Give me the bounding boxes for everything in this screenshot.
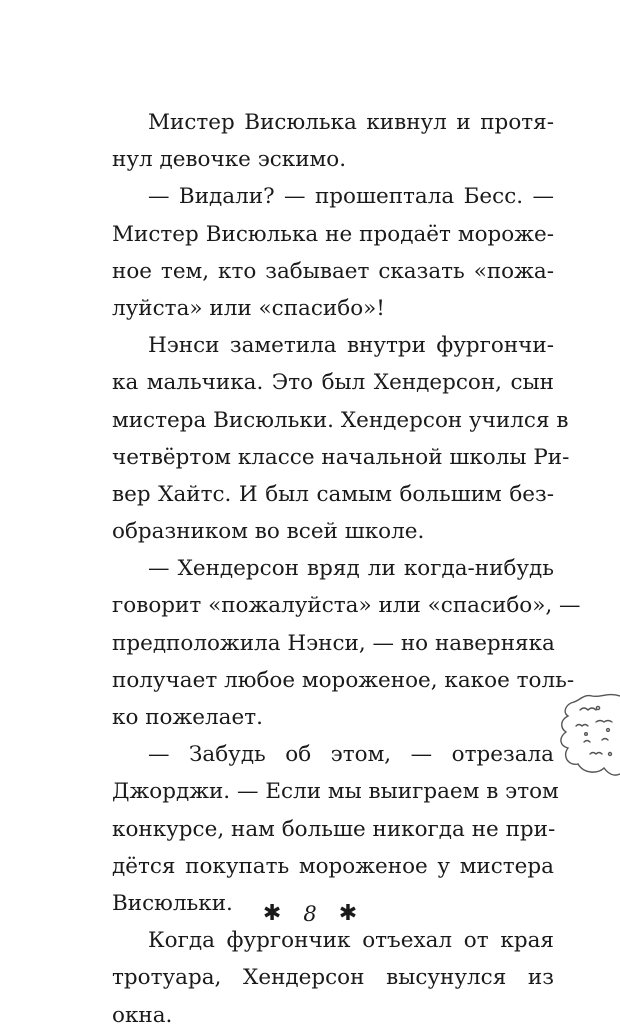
text-line: — Забудь об этом, — отрезала <box>148 742 554 768</box>
text-line: окна. <box>112 1002 173 1028</box>
text-line: Мистер Висюлька не продаёт мороже- <box>112 221 554 247</box>
text-line: нул девочке эскимо. <box>112 147 347 173</box>
text-line: предположила Нэнси, — но наверняка <box>112 630 555 656</box>
text-line: ка мальчика. Это был Хендерсон, сын <box>112 370 554 396</box>
text-line: Мистер Висюлька кивнул и протя- <box>148 110 554 135</box>
text-line: мистера Висюльки. Хендерсон учился в <box>112 407 569 433</box>
text-line: четвёртом классе начальной школы Ри- <box>112 444 570 470</box>
text-line: образником во всей школе. <box>112 519 425 545</box>
page-text <box>112 104 581 1034</box>
cloud-sketch-icon <box>550 682 620 794</box>
text-line: Нэнси заметила внутри фургончи- <box>148 333 554 359</box>
text-line: говорит «пожалуйста» или «спасибо», — <box>112 593 581 619</box>
text-line: луйста» или «спасибо»! <box>112 295 385 321</box>
text-line: ко пожелает. <box>112 705 263 730</box>
page-number: 8 <box>303 902 317 926</box>
text-line: конкурсе, нам больше никогда не при- <box>112 816 556 842</box>
text-line: тротуара, Хендерсон высунулся из <box>112 965 554 991</box>
text-line: дётся покупать мороженое у мистера <box>112 853 554 879</box>
text-line: Джорджи. — Если мы выиграем в этом <box>112 779 559 805</box>
text-line: вер Хайтс. И был самым большим без- <box>112 481 554 507</box>
text-line: — Хендерсон вряд ли когда-нибудь <box>148 556 554 582</box>
text-line: — Видали? — прошептала Бесс. — <box>148 184 554 210</box>
text-line: ное тем, кто забывает сказать «пожа- <box>112 258 554 284</box>
page-footer <box>0 897 620 931</box>
star-ornament-right-icon: ✱ <box>338 901 358 926</box>
star-ornament-left-icon: ✱ <box>262 901 282 926</box>
text-line: получает любое мороженое, какое толь- <box>112 667 575 693</box>
text-line: Висюльки. <box>112 890 233 916</box>
text-line: Когда фургончик отъехал от края <box>148 928 554 954</box>
